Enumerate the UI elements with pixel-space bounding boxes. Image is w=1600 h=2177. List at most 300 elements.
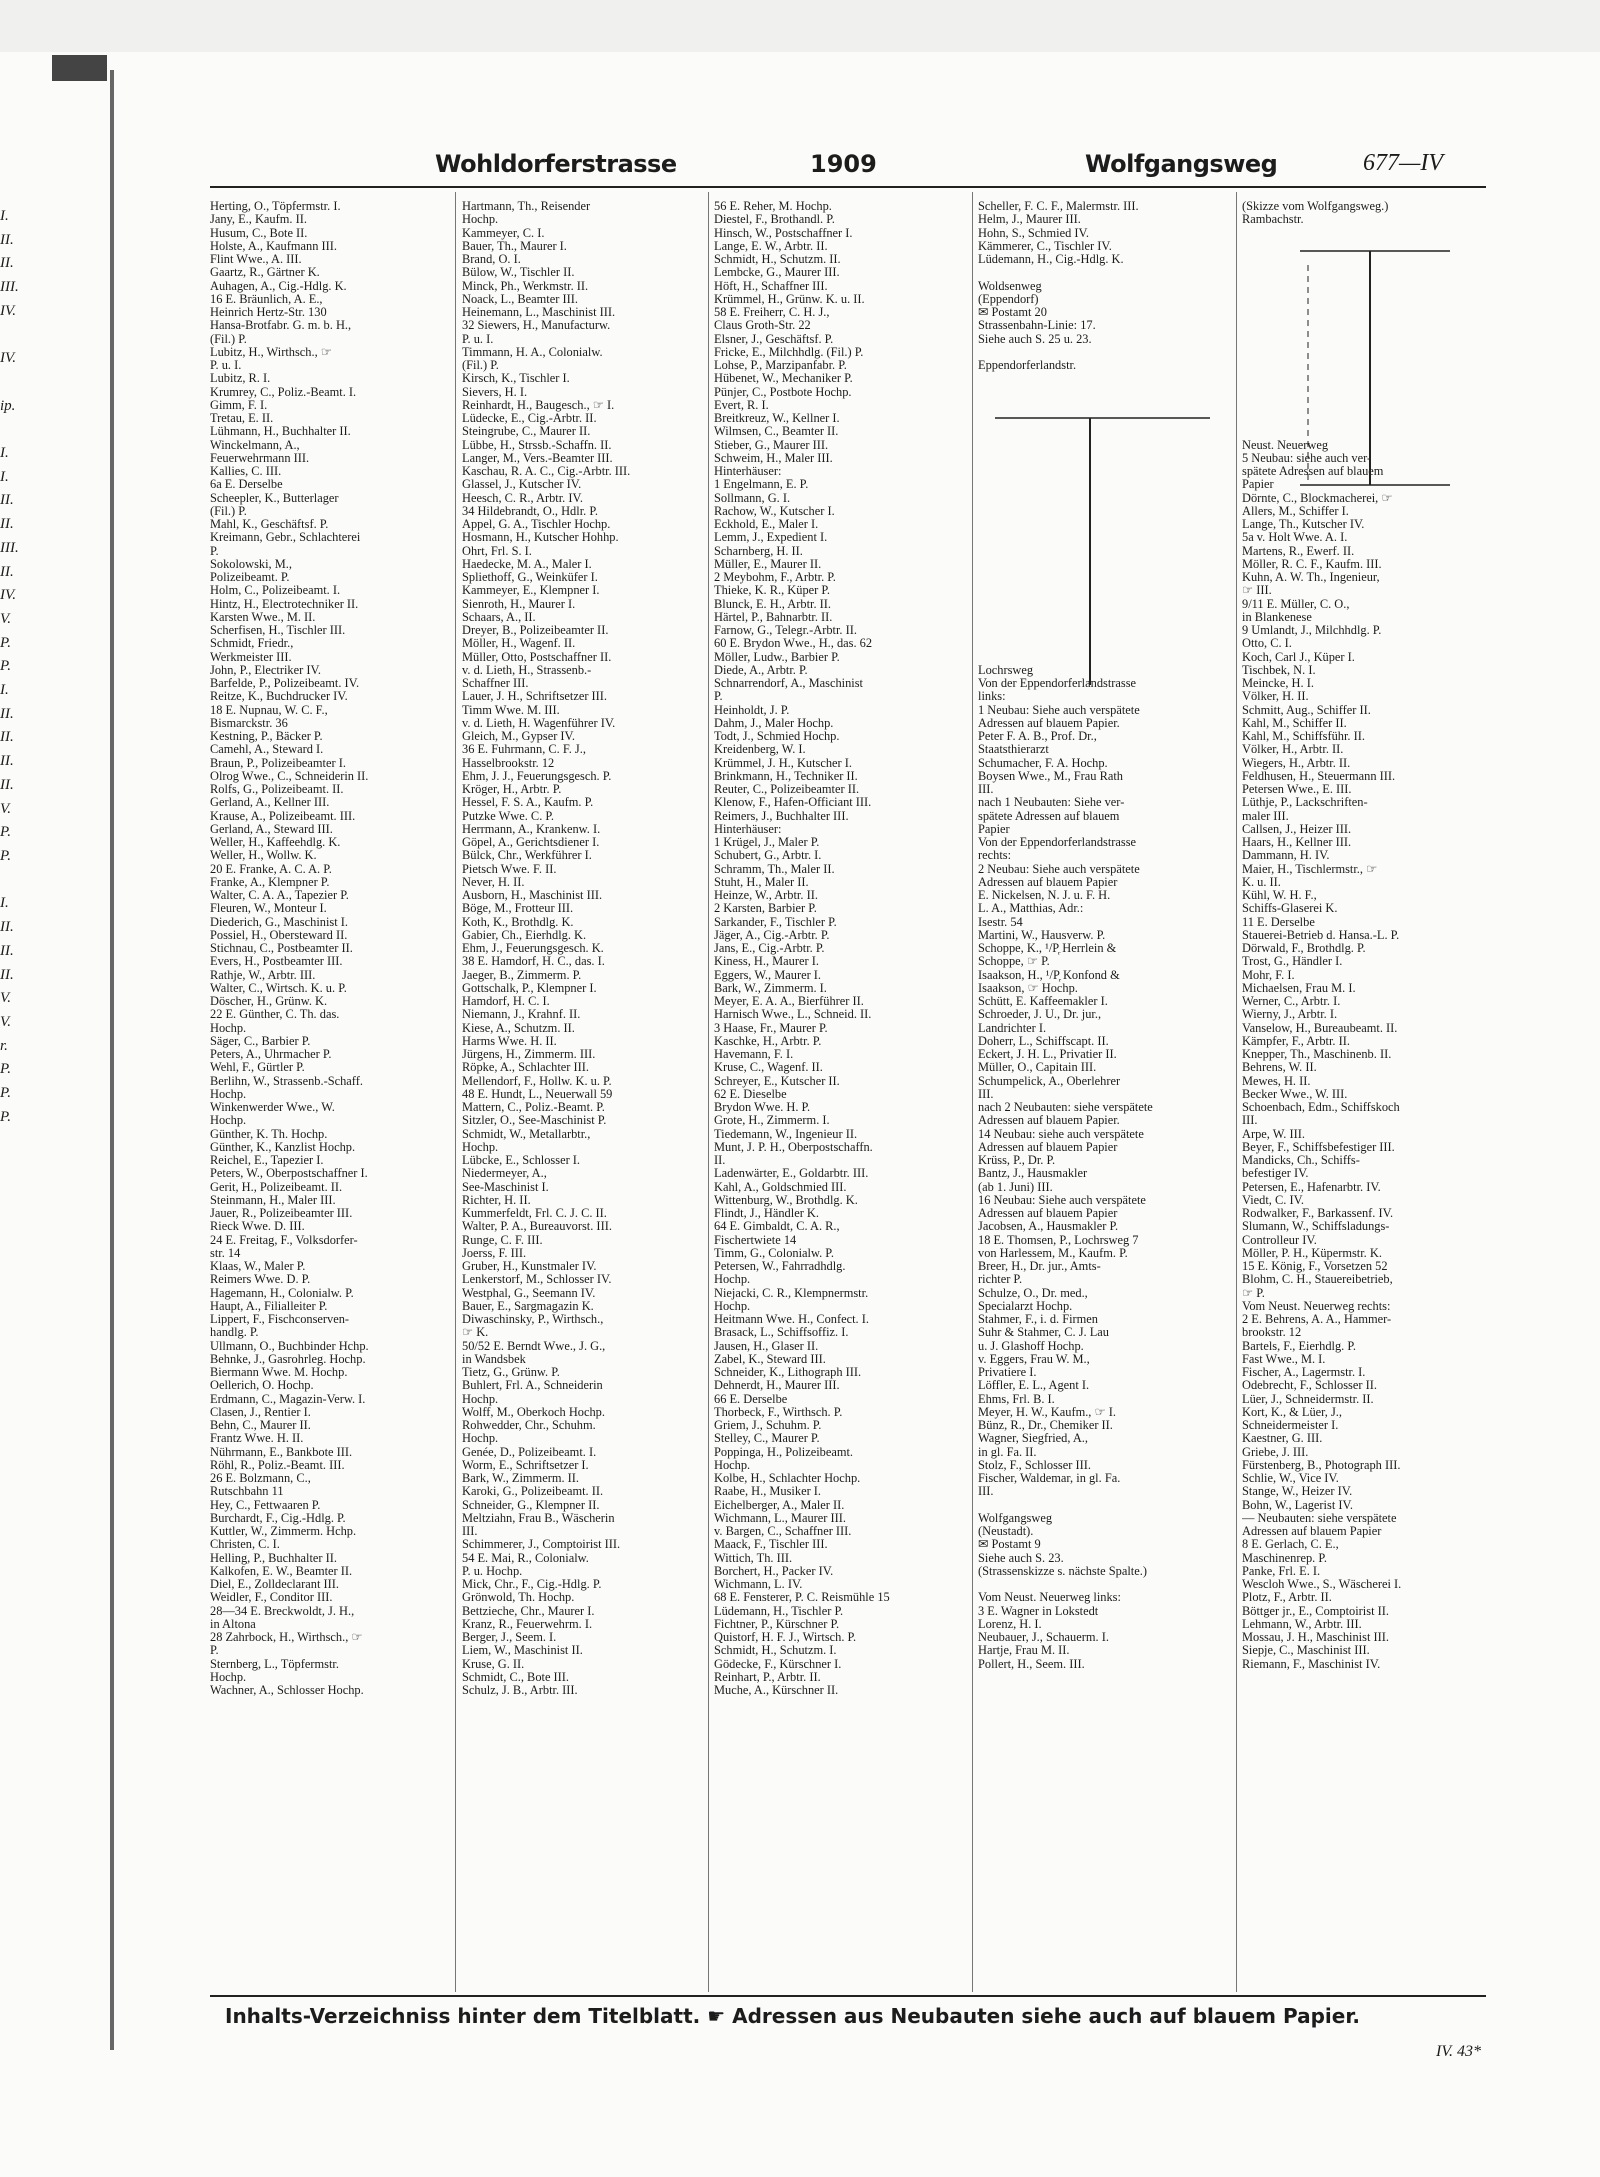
directory-entry: Fischertwiete 14 xyxy=(714,1233,797,1247)
directory-entry: Arpe, W. III. xyxy=(1242,1127,1305,1141)
fragment-line: P. xyxy=(0,847,11,864)
directory-entry: E. Nickelsen, N. J. u. F. H. xyxy=(978,889,1111,902)
directory-entry: Adressen auf blauem Papier xyxy=(978,1140,1118,1154)
directory-entry: Koth, K., Brothdlg. K. xyxy=(462,915,574,929)
directory-entry: Schulz, J. B., Arbtr. III. xyxy=(462,1684,578,1697)
directory-entry: Gruber, H., Kunstmaler IV. xyxy=(462,1260,597,1273)
directory-entry: 32 Siewers, H., Manufacturw. xyxy=(462,319,611,333)
directory-entry: Rachow, W., Kutscher I. xyxy=(714,504,835,518)
fragment-line: V. xyxy=(0,990,11,1007)
directory-entry xyxy=(978,372,1230,385)
directory-entry: Controlleur IV. xyxy=(1242,1233,1317,1247)
directory-entry: 58 E. Freiherr, C. H. J., xyxy=(714,306,830,319)
directory-entry: Schütt, E. Kaffeemakler I. xyxy=(978,995,1108,1008)
directory-entry: 18 E. Thomsen, P., Lochrsweg 7 xyxy=(978,1233,1139,1247)
directory-entry: Neubauer, J., Schauerm. I. xyxy=(978,1631,1109,1644)
directory-entry: 38 E. Hamdorf, H. C., das. I. xyxy=(462,955,605,969)
directory-entry: Krümmel, J. H., Kutscher I. xyxy=(714,756,852,770)
directory-entry: Lembcke, G., Maurer III. xyxy=(714,266,840,280)
directory-entry: Isaakson, ☞ Hochp. xyxy=(978,981,1078,995)
directory-entry: Hochp. xyxy=(462,1140,499,1154)
directory-entry: Wolfgangsweg xyxy=(978,1511,1053,1525)
directory-entry: Reinhardt, H., Baugesch., ☞ I. xyxy=(462,398,615,412)
fragment-line: P. xyxy=(0,824,11,841)
directory-entry: (Fil.) P. xyxy=(462,359,499,372)
directory-entry xyxy=(978,1499,1230,1512)
directory-entry: Siehe auch S. 23. xyxy=(978,1551,1064,1565)
directory-entry: 1 Neubau: Siehe auch verspätete xyxy=(978,703,1140,717)
directory-entry: Schmitt, Aug., Schiffer II. xyxy=(1242,703,1371,717)
directory-entry: 24 E. Freitag, F., Volksdorfer- xyxy=(210,1233,358,1247)
directory-entry: Bantz, J., Hausmakler xyxy=(978,1167,1088,1181)
directory-entry: Staatsthierarzt xyxy=(978,743,1049,757)
directory-entry: 11 E. Derselbe xyxy=(1242,915,1315,929)
directory-entry: Hansa-Brotfabr. G. m. b. H., xyxy=(210,319,352,333)
directory-entry: Bark, W., Zimmerm. II. xyxy=(462,1472,580,1485)
directory-entry: Schreyer, E., Kutscher II. xyxy=(714,1074,840,1088)
directory-entry: Fischer, A., Lagermstr. I. xyxy=(1242,1366,1366,1379)
directory-entry: Kestning, P., Bäcker P. xyxy=(210,730,323,743)
directory-entry: Werkmeister III. xyxy=(210,650,292,664)
directory-entry: 64 E. Gimbaldt, C. A. R., xyxy=(714,1220,840,1234)
directory-entry: Noack, L., Beamter III. xyxy=(462,292,578,306)
directory-entry: Karsten Wwe., M. II. xyxy=(210,610,316,624)
directory-entry: Putzke Wwe. C. P. xyxy=(462,809,555,823)
directory-entry: Niedermeyer, A., xyxy=(462,1167,547,1181)
directory-entry: Bülck, Chr., Werkführer I. xyxy=(462,849,592,863)
directory-entry: (Fil.) P. xyxy=(210,332,247,346)
fragment-line: P. xyxy=(0,658,11,675)
directory-entry: Rambachstr. xyxy=(1242,213,1304,227)
directory-entry: II. xyxy=(714,1154,726,1167)
directory-entry: Weidler, F., Conditor III. xyxy=(210,1591,333,1605)
directory-entry: Raabe, H., Musiker I. xyxy=(714,1485,822,1499)
directory-entry: Riemann, F., Maschinist IV. xyxy=(1242,1657,1381,1671)
directory-entry: Adressen auf blauem Papier. xyxy=(978,716,1120,730)
directory-entry: Böttger jr., E., Comptoirist II. xyxy=(1242,1604,1389,1618)
directory-entry xyxy=(978,1578,1230,1591)
directory-entry: 28—34 E. Breckwoldt, J. H., xyxy=(210,1604,355,1618)
directory-entry: Michaelsen, Frau M. I. xyxy=(1242,981,1356,995)
directory-entry: Hochp. xyxy=(462,1392,499,1406)
directory-entry: Kröger, H., Arbtr. P. xyxy=(462,783,562,796)
directory-entry: Peters, W., Oberpostschaffner I. xyxy=(210,1167,368,1181)
fragment-line: II. xyxy=(0,255,14,272)
directory-entry: Mandicks, Ch., Schiffs- xyxy=(1242,1154,1360,1167)
directory-entry: Eggers, W., Maurer I. xyxy=(714,968,822,982)
directory-entry: Harnisch Wwe., L., Schneid. II. xyxy=(714,1008,872,1022)
directory-entry: spätete Adressen auf blauem xyxy=(1242,465,1384,478)
directory-entry: Behnke, J., Gasrohrleg. Hochp. xyxy=(210,1352,366,1366)
directory-entry: Woldsenweg xyxy=(978,279,1042,293)
directory-entry: Mattern, C., Poliz.-Beamt. P. xyxy=(462,1101,605,1114)
directory-entry: Knepper, Th., Maschinenb. II. xyxy=(1242,1048,1392,1061)
directory-entry: Schlie, W., Vice IV. xyxy=(1242,1472,1339,1485)
directory-entry: Poppinga, H., Polizeibeamt. xyxy=(714,1445,854,1459)
directory-entry: Borchert, H., Packer IV. xyxy=(714,1564,834,1578)
directory-entry xyxy=(1242,227,1484,240)
directory-entry: Allers, M., Schiffer I. xyxy=(1242,504,1349,518)
directory-entry: Wichmann, L. IV. xyxy=(714,1578,803,1591)
footer-rule xyxy=(210,1995,1486,1997)
directory-entry: Helling, P., Buchhalter II. xyxy=(210,1551,337,1565)
fragment-line: II. xyxy=(0,231,14,248)
fragment-line: II. xyxy=(0,516,14,533)
directory-entry: Rolfs, G., Polizeibeamt. II. xyxy=(210,783,344,796)
fragment-line: II. xyxy=(0,729,14,746)
directory-entry: Dörnte, C., Blockmacherei, ☞ xyxy=(1242,491,1393,505)
directory-entry: Mahl, K., Geschäftsf. P. xyxy=(210,518,329,531)
directory-entry: Walter, C. A. A., Tapezier P. xyxy=(210,889,349,902)
directory-entry: Hintz, H., Electrotechniker II. xyxy=(210,597,359,611)
directory-entry: Schramm, Th., Maler II. xyxy=(714,862,835,876)
directory-entry: P. u. I. xyxy=(462,332,494,346)
directory-entry: Harms Wwe. H. II. xyxy=(462,1034,557,1048)
directory-entry: Hagemann, H., Colonialw. P. xyxy=(210,1286,354,1300)
directory-entry: Hartmann, Th., Reisender xyxy=(462,200,591,213)
directory-entry: nach 2 Neubauten: siehe verspätete xyxy=(978,1101,1153,1114)
directory-entry: Nührmann, E., Bankbote III. xyxy=(210,1445,353,1459)
directory-entry: Gödecke, F., Kürschner I. xyxy=(714,1657,842,1671)
directory-entry: 60 E. Brydon Wwe., H., das. 62 xyxy=(714,637,873,651)
directory-entry: Haedecke, M. A., Maler I. xyxy=(462,557,592,571)
directory-entry: Flindt, J., Händler K. xyxy=(714,1207,819,1220)
directory-entry: Eckhold, E., Maler I. xyxy=(714,518,819,531)
directory-entry: 22 E. Günther, C. Th. das. xyxy=(210,1008,340,1022)
directory-entry: 54 E. Mai, R., Colonialw. xyxy=(462,1551,589,1565)
directory-entry: Winkenwerder Wwe., W. xyxy=(210,1101,335,1114)
directory-entry: Westphal, G., Seemann IV. xyxy=(462,1286,596,1300)
column-divider xyxy=(972,192,973,1992)
directory-entry: Gabier, Ch., Eierhdlg. K. xyxy=(462,928,587,942)
directory-entry: Krumrey, C., Poliz.-Beamt. I. xyxy=(210,385,357,399)
directory-entry: Bülow, W., Tischler II. xyxy=(462,266,575,280)
woldsenweg-street-sketch xyxy=(985,410,1225,700)
directory-entry: Jaeger, B., Zimmerm. P. xyxy=(462,968,582,982)
directory-entry: Lohse, P., Marzipanfabr. P. xyxy=(714,359,847,372)
directory-entry: Herting, O., Töpfermstr. I. xyxy=(210,200,341,213)
directory-entry: Wagner, Siegfried, A., xyxy=(978,1432,1088,1446)
directory-entry: Pietsch Wwe. F. II. xyxy=(462,862,557,876)
directory-entry: Reimers Wwe. D. P. xyxy=(210,1273,311,1287)
directory-entry: Brydon Wwe. H. P. xyxy=(714,1101,811,1114)
directory-entry: Hinterhäuser: xyxy=(714,822,782,836)
directory-entry: Eckert, J. H. L., Privatier II. xyxy=(978,1048,1117,1061)
directory-entry: Brand, O. I. xyxy=(462,253,521,266)
fragment-line: III. xyxy=(0,539,19,556)
directory-entry: Hosmann, H., Kutscher Hohhp. xyxy=(462,531,619,545)
directory-entry: Papier xyxy=(978,822,1010,836)
directory-entry: Timm Wwe. M. III. xyxy=(462,703,560,717)
directory-entry: Tiedemann, W., Ingenieur II. xyxy=(714,1127,858,1141)
directory-entry: Rohwedder, Chr., Schuhm. xyxy=(462,1419,596,1432)
directory-entry: Griem, J., Schuhm. P. xyxy=(714,1419,822,1432)
directory-entry: Appel, G. A., Tischler Hochp. xyxy=(462,518,611,531)
fragment-line: II. xyxy=(0,942,14,959)
fragment-line: P. xyxy=(0,1108,11,1125)
directory-entry: Möller, H., Wagenf. II. xyxy=(462,637,576,651)
directory-entry: 20 E. Franke, A. C. A. P. xyxy=(210,862,332,876)
directory-entry: 36 E. Fuhrmann, C. F. J., xyxy=(462,743,586,757)
directory-entry: 62 E. Dieselbe xyxy=(714,1087,787,1101)
directory-entry: Müller, O., Capitain III. xyxy=(978,1061,1097,1075)
header-rule xyxy=(210,186,1486,188)
directory-entry: Lubitz, H., Wirthsch., ☞ xyxy=(210,345,332,359)
directory-entry: Petersen Wwe., E. III. xyxy=(1242,783,1352,796)
directory-entry: Odebrecht, F., Schlosser II. xyxy=(1242,1379,1377,1393)
directory-entry: Olrog Wwe., C., Schneiderin II. xyxy=(210,769,369,783)
directory-entry: Günther, K. Th. Hochp. xyxy=(210,1127,328,1141)
fragment-line: P. xyxy=(0,1061,11,1078)
directory-entry: III. xyxy=(1242,1114,1258,1128)
directory-entry: Otto, C. I. xyxy=(1242,637,1292,651)
directory-entry: Heinemann, L., Maschinist III. xyxy=(462,306,616,319)
directory-entry: Jäger, A., Cig.-Arbtr. P. xyxy=(714,928,830,942)
directory-entry: Müller, E., Maurer II. xyxy=(714,557,822,571)
directory-entry: Gottschalk, P., Klempner I. xyxy=(462,981,597,995)
fragment-line: IV. xyxy=(0,350,16,367)
directory-entry: 28 Zahrbock, H., Wirthsch., ☞ xyxy=(210,1631,363,1644)
directory-entry: Scharnberg, H. II. xyxy=(714,544,803,558)
directory-entry: (Fil.) P. xyxy=(210,504,247,518)
directory-entry: Kallies, C. III. xyxy=(210,465,282,478)
directory-entry: Schneider, K., Lithograph III. xyxy=(714,1366,862,1379)
directory-entry: u. J. Glashoff Hochp. xyxy=(978,1339,1084,1353)
directory-entry: Timm, G., Colonialw. P. xyxy=(714,1246,834,1260)
fragment-line xyxy=(0,418,40,442)
directory-entry: links: xyxy=(978,690,1006,704)
directory-entry: ☞ P. xyxy=(1242,1286,1265,1300)
directory-entry: Petersen, W., Fahrradhdlg. xyxy=(714,1260,846,1273)
directory-entry: Kuhn, A. W. Th., Ingenieur, xyxy=(1242,571,1380,584)
directory-entry: Gerit, H., Polizeibeamt. II. xyxy=(210,1180,343,1194)
directory-entry: Kummerfeldt, Frl. C. J. C. II. xyxy=(462,1207,607,1220)
directory-entry: Kiness, H., Maurer I. xyxy=(714,955,819,969)
directory-entry: Kort, K., & Lüer, J., xyxy=(1242,1405,1342,1419)
directory-entry: Todt, J., Schmied Hochp. xyxy=(714,730,840,743)
fragment-line: II. xyxy=(0,705,14,722)
directory-entry: in Blankenese xyxy=(1242,610,1312,624)
directory-entry: Blunck, E. H., Arbtr. II. xyxy=(714,597,832,611)
directory-entry: Schoppe, K., ¹/P᷊ Herrlein & xyxy=(978,942,1117,955)
directory-entry: Tretau, E. II. xyxy=(210,412,274,425)
fragment-line: r. xyxy=(0,1037,8,1054)
directory-entry: Adressen auf blauem Papier xyxy=(978,875,1118,889)
directory-entry: 66 E. Derselbe xyxy=(714,1392,788,1406)
directory-entry: Feldhusen, H., Steuermann III. xyxy=(1242,769,1396,783)
directory-entry: Stahmer, F., i. d. Firmen xyxy=(978,1313,1099,1326)
directory-entry: 8 E. Gerlach, C. E., xyxy=(1242,1538,1339,1552)
directory-entry: Steingrube, C., Maurer II. xyxy=(462,425,591,439)
directory-entry: Mick, Chr., F., Cig.-Hdlg. P. xyxy=(462,1578,602,1591)
directory-entry: Herrmann, A., Krankenw. I. xyxy=(462,822,601,836)
directory-entry: Reitze, K., Buchdrucker IV. xyxy=(210,690,348,704)
fragment-line: ip. xyxy=(0,397,16,414)
directory-entry: Wittenburg, W., Brothdlg. K. xyxy=(714,1193,858,1207)
directory-entry: Gaartz, R., Gärtner K. xyxy=(210,266,320,280)
directory-entry: Mohr, F. I. xyxy=(1242,968,1295,982)
directory-entry: ✉ Postamt 9 xyxy=(978,1538,1041,1552)
directory-entry: Husum, C., Bote II. xyxy=(210,226,308,240)
directory-entry: Jany, E., Kaufm. II. xyxy=(210,213,307,227)
directory-entry: Lüdecke, E., Cig.-Arbtr. II. xyxy=(462,412,597,425)
directory-entry: Braun, P., Polizeibeamter I. xyxy=(210,756,346,770)
directory-entry: 68 E. Fensterer, P. C. Reismühle 15 xyxy=(714,1591,890,1605)
directory-entry: Sarkander, F., Tischler P. xyxy=(714,915,837,929)
directory-entry: Walter, C., Wirtsch. K. u. P. xyxy=(210,981,347,995)
directory-entry: Dreyer, B., Polizeibeamter II. xyxy=(462,624,609,637)
directory-entry: Mellendorf, F., Hollw. K. u. P. xyxy=(462,1074,612,1088)
directory-entry: Helm, J., Maurer III. xyxy=(978,213,1081,227)
directory-entry: Schumacher, F. A. Hochp. xyxy=(978,756,1108,770)
directory-entry: Diestel, F., Brothandl. P. xyxy=(714,213,835,227)
directory-entry: Schnarrendorf, A., Maschinist xyxy=(714,677,864,690)
directory-entry: Sitzler, O., See-Maschinist P. xyxy=(462,1114,607,1128)
page-header xyxy=(205,150,1490,182)
binding-tab xyxy=(52,55,107,81)
directory-entry: Von der Eppendorferlandstrasse xyxy=(978,836,1137,849)
directory-entry: Bettzieche, Chr., Maurer I. xyxy=(462,1604,595,1618)
directory-entry: 16 Neubau: Siehe auch verspätete xyxy=(978,1193,1146,1207)
directory-entry: Lübcke, E., Schlosser I. xyxy=(462,1154,581,1167)
directory-entry: Möller, Ludw., Barbier P. xyxy=(714,650,840,664)
directory-entry: Völker, H. II. xyxy=(1242,690,1309,704)
fragment-line: P. xyxy=(0,634,11,651)
directory-entry: Diel, E., Zolldeclarant III. xyxy=(210,1578,340,1591)
directory-entry: Richter, H. II. xyxy=(462,1193,531,1207)
directory-entry: Minck, Ph., Werkmstr. II. xyxy=(462,279,589,293)
directory-entry: Maier, H., Tischlermstr., ☞ xyxy=(1242,862,1378,876)
directory-entry xyxy=(978,386,1230,399)
directory-entry: 2 Neubau: Siehe auch verspätete xyxy=(978,862,1140,876)
directory-entry: Worm, E., Schriftsetzer I. xyxy=(462,1458,589,1472)
directory-entry: Fast Wwe., M. I. xyxy=(1242,1352,1326,1366)
directory-entry: Schmidt, W., Metallarbtr., xyxy=(462,1127,591,1141)
directory-entry: Glassel, J., Kutscher IV. xyxy=(462,478,582,492)
directory-entry: Hasselbrookstr. 12 xyxy=(462,756,555,770)
directory-entry: Werner, C., Arbtr. I. xyxy=(1242,995,1341,1008)
directory-entry: Zabel, K., Steward III. xyxy=(714,1352,826,1366)
directory-entry: P. u. Hochp. xyxy=(462,1564,523,1578)
directory-entry: Gimm, F. I. xyxy=(210,398,268,412)
directory-entry: Döscher, H., Grünw. K. xyxy=(210,995,328,1008)
directory-entry: Fürstenberg, B., Photograph III. xyxy=(1242,1458,1401,1472)
directory-entry: Schoenbach, Edm., Schiffskoch xyxy=(1242,1101,1400,1114)
directory-entry: Schneider, G., Klempner II. xyxy=(462,1498,600,1512)
directory-entry: Kammeyer, C. I. xyxy=(462,226,545,240)
directory-entry: Isestr. 54 xyxy=(978,915,1023,929)
fragment-line: IV. xyxy=(0,302,16,319)
directory-entry: Schimmerer, J., Comptoirist III. xyxy=(462,1538,621,1552)
directory-entry: Dahm, J., Maler Hochp. xyxy=(714,716,834,730)
directory-entry: Grote, H., Zimmerm. I. xyxy=(714,1114,830,1128)
directory-entry: Vom Neust. Neuerweg links: xyxy=(978,1591,1121,1605)
directory-entry: ☞ K. xyxy=(462,1326,489,1340)
fragment-line: V. xyxy=(0,1013,11,1030)
directory-entry: Klenow, F., Hafen-Officiant III. xyxy=(714,796,872,810)
directory-entry: Wierny, J., Arbtr. I. xyxy=(1242,1008,1338,1022)
directory-entry: Jürgens, H., Zimmerm. III. xyxy=(462,1048,596,1061)
fragment-line xyxy=(0,869,40,893)
directory-entry: Karoki, G., Polizeibeamt. II. xyxy=(462,1485,604,1499)
directory-entry: Kahl, M., Schiffsführ. II. xyxy=(1242,730,1365,743)
fragment-line xyxy=(0,371,40,395)
directory-entry: spätete Adressen auf blauem xyxy=(978,809,1120,823)
directory-entry: 18 E. Nupnau, W. C. F., xyxy=(210,703,328,717)
directory-entry: Breer, H., Dr. jur., Amts- xyxy=(978,1260,1101,1273)
column-1 xyxy=(210,200,446,1990)
directory-entry: Siehe auch S. 25 u. 23. xyxy=(978,332,1092,346)
directory-entry: Christen, C. I. xyxy=(210,1538,280,1552)
directory-entry: Callsen, J., Heizer III. xyxy=(1242,822,1352,836)
directory-entry: Reimers, J., Buchhalter III. xyxy=(714,809,849,823)
directory-entry: Lorenz, H. I. xyxy=(978,1617,1042,1631)
directory-entry: Niejacki, C. R., Klempnermstr. xyxy=(714,1286,869,1300)
directory-entry: Hinsch, W., Postschaffner I. xyxy=(714,226,853,240)
directory-entry: Sokolowski, M., xyxy=(210,557,292,571)
directory-entry: Schmidt, C., Bote III. xyxy=(462,1670,570,1684)
directory-entry: Behn, C., Maurer II. xyxy=(210,1419,311,1432)
directory-entry: 56 E. Reher, M. Hochp. xyxy=(714,200,832,213)
page-fold-line xyxy=(110,70,114,2050)
directory-entry: Hochp. xyxy=(714,1273,751,1287)
directory-entry: Mossau, J. H., Maschinist III. xyxy=(1242,1631,1389,1644)
directory-entry: Ehms, Frl. B. I. xyxy=(978,1392,1055,1406)
directory-entry: Stichnau, C., Postbeamter II. xyxy=(210,942,353,955)
directory-entry: Kaschau, R. A. C., Cig.-Arbtr. III. xyxy=(462,465,631,478)
directory-entry: 14 Neubau: siehe auch verspätete xyxy=(978,1127,1144,1141)
directory-entry: Stange, W., Heizer IV. xyxy=(1242,1485,1353,1499)
directory-entry: K. u. II. xyxy=(1242,875,1281,889)
directory-entry: Possiel, H., Obersteward II. xyxy=(210,928,348,942)
directory-entry: Bauer, Th., Maurer I. xyxy=(462,239,567,253)
directory-entry: Schmidt, H., Schutzm. II. xyxy=(714,253,841,266)
directory-entry: Munt, J. P. H., Oberpostschaffn. xyxy=(714,1140,873,1154)
directory-entry: Hochp. xyxy=(462,1432,499,1446)
directory-entry: P. xyxy=(210,1644,219,1658)
directory-entry xyxy=(978,346,1230,359)
directory-entry: Reichel, E., Tapezier I. xyxy=(210,1154,324,1167)
directory-entry: Stuht, H., Maler II. xyxy=(714,875,809,889)
fragment-line: III. xyxy=(0,279,19,296)
directory-entry: 48 E. Hundt, L., Neuerwall 59 xyxy=(462,1087,613,1101)
directory-entry: Sternberg, L., Töpfermstr. xyxy=(210,1657,339,1671)
directory-entry: Heinze, W., Arbtr. II. xyxy=(714,889,818,902)
directory-entry: Maack, F., Tischler III. xyxy=(714,1538,828,1552)
directory-entry: rechts: xyxy=(978,849,1012,863)
fragment-line: P. xyxy=(0,1085,11,1102)
directory-entry: Kreimann, Gebr., Schlachterei xyxy=(210,531,361,545)
directory-entry: Kahl, M., Schiffer II. xyxy=(1242,716,1347,730)
header-right-street: Wolfgangsweg xyxy=(1085,150,1278,178)
column-3 xyxy=(714,200,966,1990)
directory-entry: von Harlessem, M., Kaufm. P. xyxy=(978,1246,1128,1260)
directory-entry: Wiegers, H., Arbtr. II. xyxy=(1242,756,1351,770)
directory-entry: Runge, C. F. III. xyxy=(462,1233,543,1247)
directory-entry: 9 Umlandt, J., Milchhdlg. P. xyxy=(1242,624,1382,637)
directory-entry: — Neubauten: siehe verspätete xyxy=(1242,1511,1397,1525)
directory-entry: Wolff, M., Oberkoch Hochp. xyxy=(462,1405,605,1419)
directory-entry: Rutschbahn 11 xyxy=(210,1485,284,1499)
directory-entry: 2 Karsten, Barbier P. xyxy=(714,902,817,916)
directory-entry: Schaars, A., II. xyxy=(462,610,536,624)
directory-entry: Von der Eppendorferlandstrasse xyxy=(978,677,1137,690)
directory-entry: Ladenwärter, E., Goldarbtr. III. xyxy=(714,1167,869,1181)
directory-entry: Wichmann, L., Maurer III. xyxy=(714,1511,846,1525)
directory-entry: Haars, H., Kellner III. xyxy=(1242,836,1352,849)
directory-entry: Scheepler, K., Butterlager xyxy=(210,491,339,505)
directory-entry: Erdmann, C., Magazin-Verw. I. xyxy=(210,1392,366,1406)
